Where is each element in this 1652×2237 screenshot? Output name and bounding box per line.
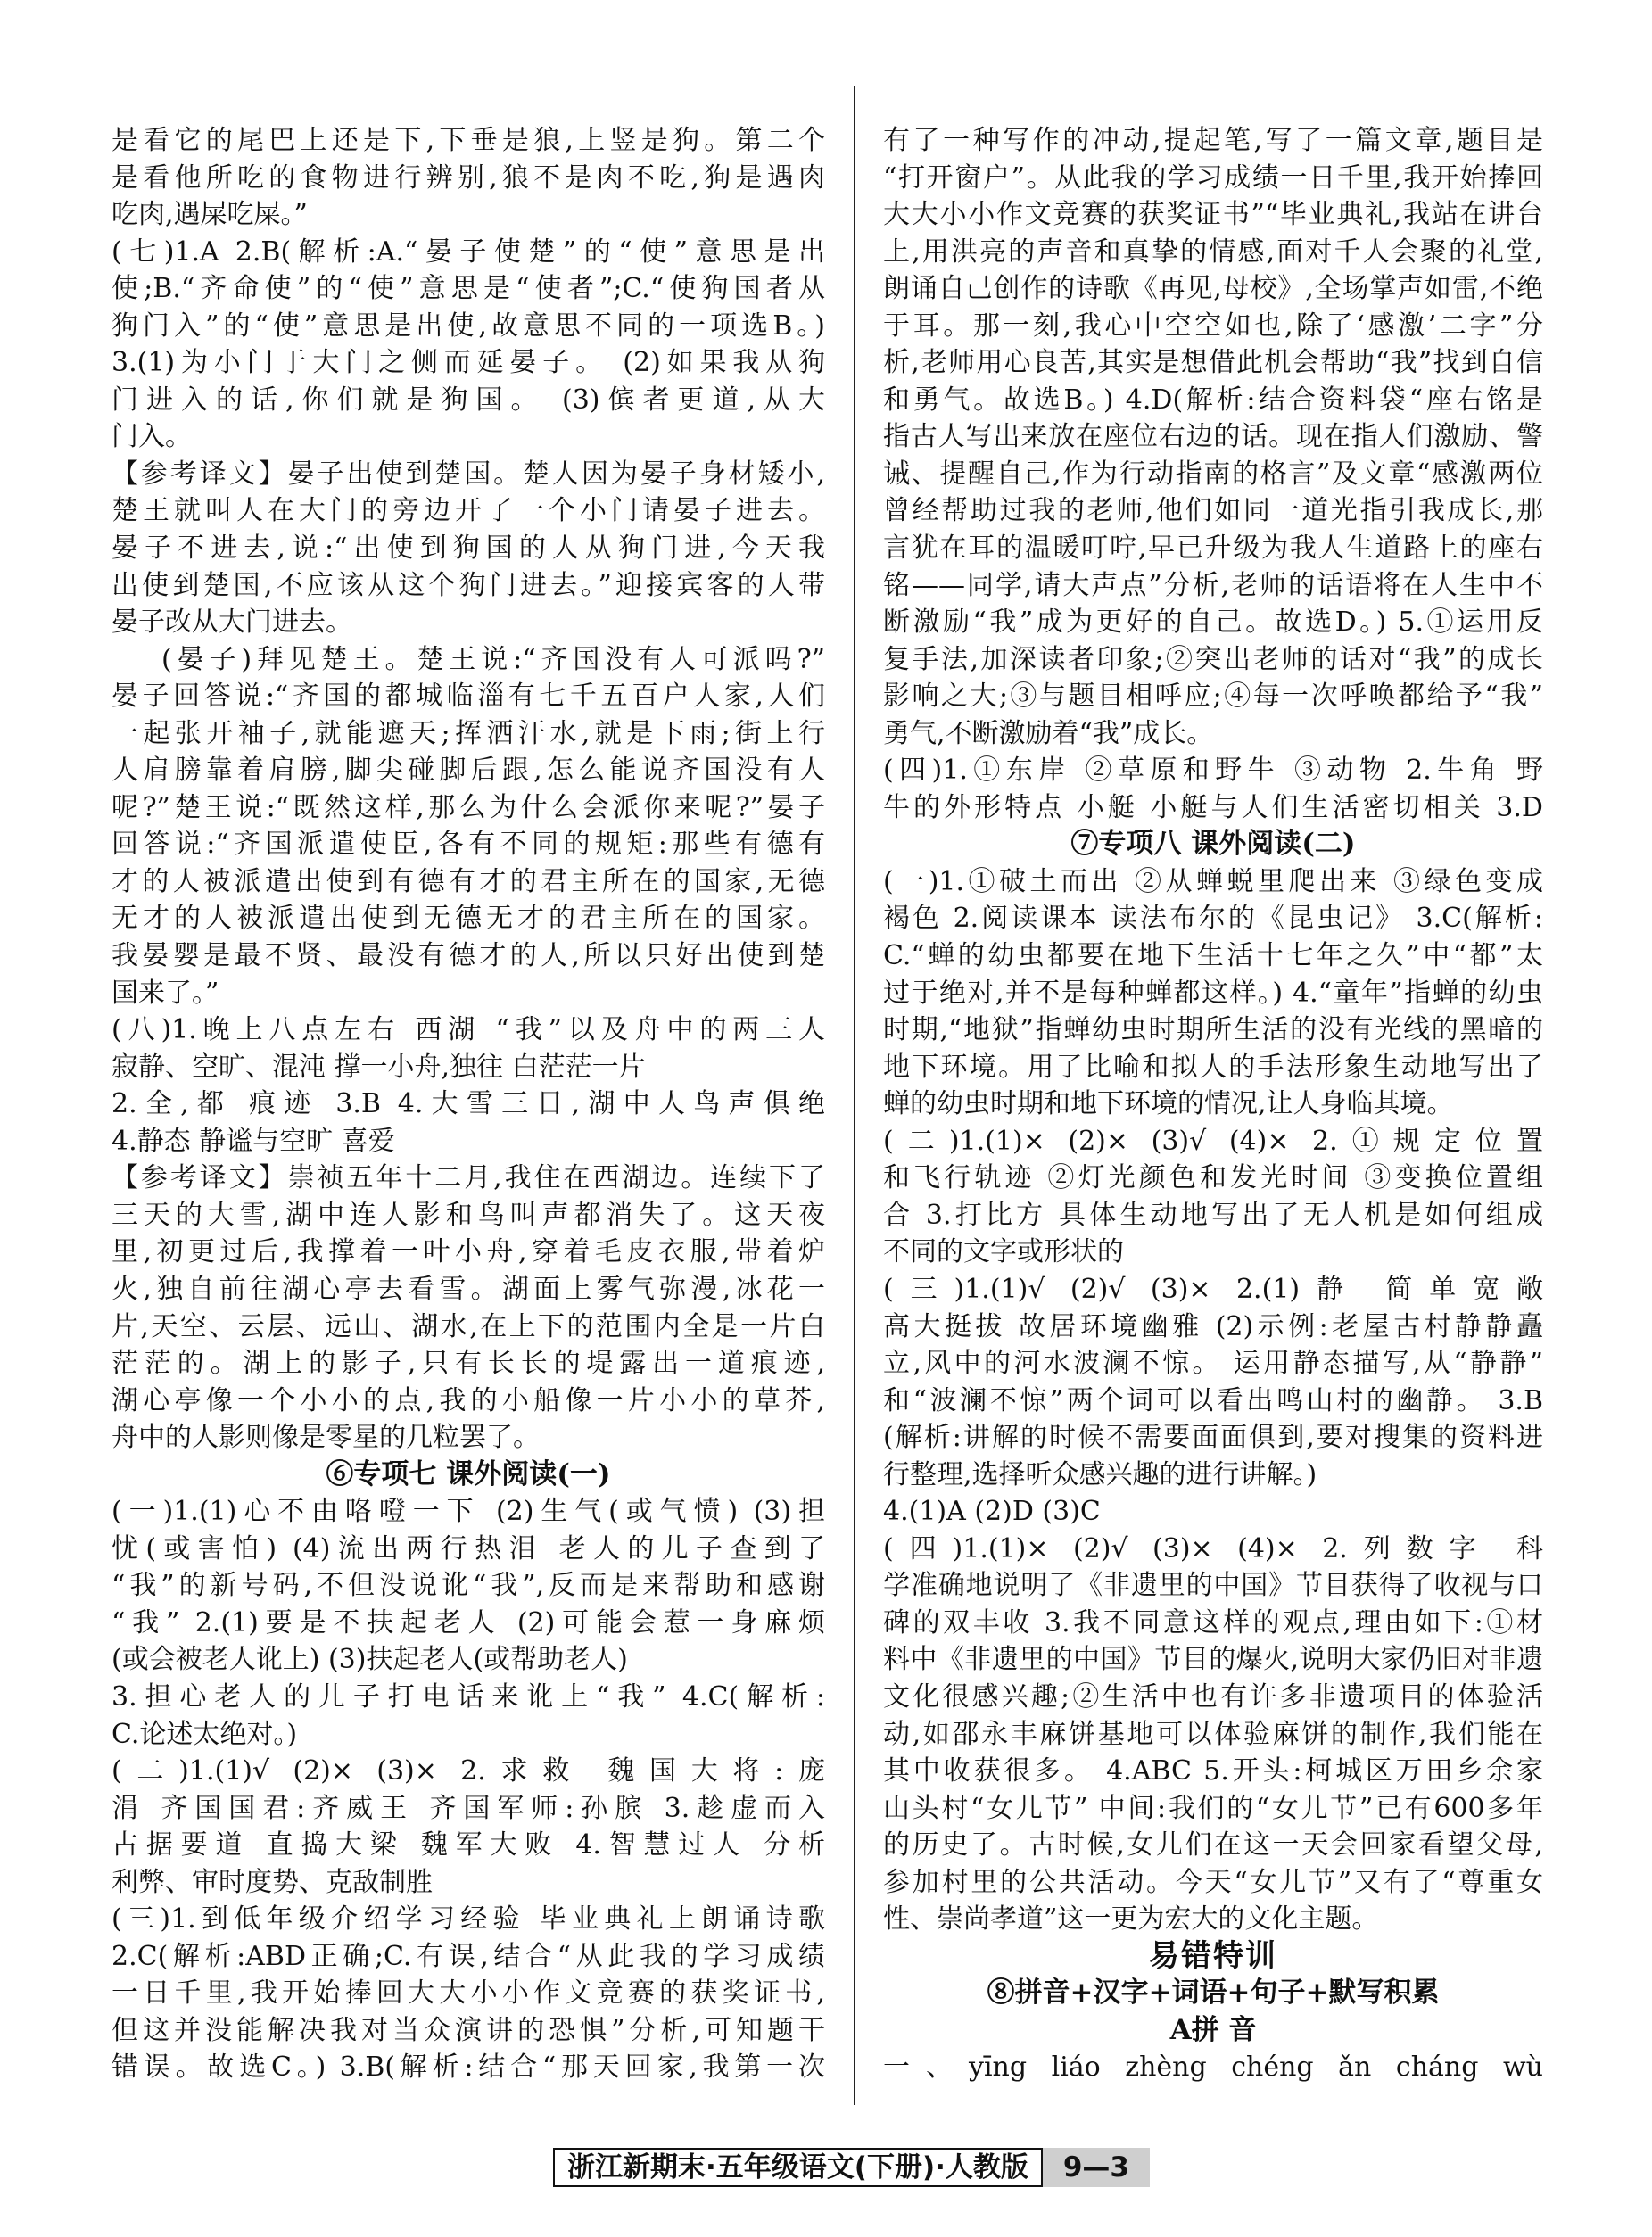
text-line: 楚王就叫人在大门的旁边开了一个小门请晏子进去。 — [112, 495, 825, 527]
text-line: 立,风中的河水波澜不惊。 运用静态描写,从“静静” — [883, 1348, 1543, 1380]
text-line: 三天的大雪,湖中连人影和鸟叫声都消失了。这天夜 — [112, 1199, 825, 1231]
text-line: (四)1.(1)× (2)√ (3)× (4)× 2.列数字 科 — [883, 1532, 1543, 1564]
text-line: (二)1.(1)× (2)× (3)√ (4)× 2.①规定位置 — [883, 1125, 1543, 1157]
text-line: C.论述太绝对。) — [112, 1718, 298, 1750]
text-line: C.“蝉的幼虫都要在地下生活十七年之久”中“都”太 — [883, 940, 1543, 972]
text-line: 【参考译文】晏子出使到楚国。楚人因为晏子身材矮小, — [112, 458, 825, 490]
text-line: 火,独自前往湖心亭去看雪。湖面上雾气弥漫,冰花一 — [112, 1273, 825, 1305]
text-line: 利弊、审时度势、克敌制胜 — [112, 1866, 433, 1898]
text-line: 过于绝对,并不是每种蝉都这样。) 4.“童年”指蝉的幼虫 — [883, 977, 1543, 1009]
text-line: 有了一种写作的冲动,提起笔,写了一篇文章,题目是 — [883, 125, 1543, 156]
text-line: 晏子回答说:“齐国的都城临淄有七千五百户人家,人们 — [112, 681, 825, 713]
text-line: 影响之大;③与题目相呼应;④每一次呼唤都给予“我” — [883, 681, 1543, 713]
section-heading: ⑥专项七 课外阅读(一) — [326, 1457, 611, 1490]
text-line: 无才的人被派遣出使到无德无才的君主所在的国家。 — [112, 903, 825, 935]
text-line: 里,初更过后,我撑着一叶小舟,穿着毛皮衣服,带着炉 — [112, 1236, 825, 1268]
page-number: 9—3 — [1043, 2148, 1150, 2187]
text-line: 茫茫的。湖上的影子,只有长长的堤露出一道痕迹, — [112, 1348, 825, 1380]
text-line: 山头村“女儿节” 中间:我们的“女儿节”已有600多年 — [883, 1792, 1543, 1824]
text-line: 3.(1)为小门于大门之侧而延晏子。 (2)如果我从狗 — [112, 347, 825, 379]
text-line: 门入。 — [112, 421, 192, 453]
text-line: (一)1.①破土而出 ②从蝉蜕里爬出来 ③绿色变成 — [883, 865, 1543, 897]
text-line: 一日千里,我开始捧回大大小小作文竞赛的获奖证书, — [112, 1977, 825, 2010]
section-heading: A拼 音 — [1169, 2013, 1257, 2046]
text-line: (八)1.晚上八点左右 西湖 “我”以及舟中的两三人 — [112, 1014, 825, 1046]
text-line: 大大小小作文竞赛的获奖证书”“毕业典礼,我站在讲台 — [883, 199, 1543, 231]
text-line: 是看它的尾巴上还是下,下垂是狼,上竖是狗。第二个 — [112, 125, 825, 156]
text-line: 褐色 2.阅读课本 读法布尔的《昆虫记》 3.C(解析: — [883, 903, 1543, 935]
text-line: 蝉的幼虫时期和地下环境的情况,让人身临其境。 — [883, 1088, 1454, 1120]
text-line: 文化很感兴趣;②生活中也有许多非遗项目的体验活 — [883, 1680, 1543, 1713]
text-line: (一)1.(1)心不由咯噔一下 (2)生气(或气愤) (3)担 — [112, 1496, 825, 1528]
section-heading: 易错特训 — [1149, 1937, 1277, 1974]
text-line: 晏子改从大门进去。 — [112, 607, 352, 639]
text-line: 湖心亭像一个小小的点,我的小船像一片小小的草芥, — [112, 1384, 825, 1416]
text-line: 学准确地说明了《非遗里的中国》节目获得了收视与口 — [883, 1570, 1543, 1602]
text-line: 高大挺拔 故居环境幽雅 (2)示例:老屋古村静静矗 — [883, 1310, 1543, 1342]
text-line: (解析:讲解的时候不需要面面俱到,要对搜集的资料进 — [883, 1422, 1543, 1454]
text-line: 析,老师用心良苦,其实是想借此机会帮助“我”找到自信 — [883, 347, 1543, 379]
text-line: 门进入的话,你们就是狗国。 (3)傧者更道,从大 — [112, 384, 825, 416]
right-column — [883, 122, 1543, 2086]
text-line: 晏子不进去,说:“出使到狗国的人从狗门进,今天我 — [112, 532, 825, 565]
footer-title: 浙江新期末·五年级语文(下册)·人教版 — [553, 2148, 1043, 2187]
text-line: (三)1.到低年级介绍学习经验 毕业典礼上朗诵诗歌 — [112, 1903, 825, 1936]
text-line: 牛的外形特点 小艇 小艇与人们生活密切相关 3.D — [883, 791, 1543, 823]
text-line: 和勇气。故选B。) 4.D(解析:结合资料袋“座右铭是 — [883, 384, 1543, 416]
text-line: 呢?”楚王说:“既然这样,那么为什么会派你来呢?”晏子 — [112, 791, 825, 823]
text-line: 回答说:“齐国派遣使臣,各有不同的规矩:那些有德有 — [112, 829, 825, 861]
text-line: 言犹在耳的温暖叮咛,早已升级为我人生道路上的座右 — [883, 532, 1543, 565]
text-line: “我”的新号码,不但没说讹“我”,反而是来帮助和感谢 — [112, 1570, 825, 1602]
text-line: 朗诵自己创作的诗歌《再见,母校》,全场掌声如雷,不绝 — [883, 273, 1543, 305]
text-line: (七)1.A 2.B(解析:A.“晏子使楚”的“使”意思是出 — [112, 235, 825, 268]
text-line: 一起张开袖子,就能遮天;挥洒汗水,就是下雨;街上行 — [112, 717, 825, 749]
text-line: 是看他所吃的食物进行辨别,狼不是肉不吃,狗是遇肉 — [112, 161, 825, 194]
text-line: 一、yīng liáo zhèng chéng ǎn cháng wù — [883, 2051, 1543, 2084]
text-line: 和“波澜不惊”两个词可以看出鸣山村的幽静。 3.B — [883, 1384, 1543, 1416]
text-line: 指古人写出来放在座位右边的话。现在指人们激励、警 — [883, 421, 1543, 453]
text-line: (晏子)拜见楚王。楚王说:“齐国没有人可派吗?” — [161, 643, 825, 675]
text-line: 4.(1)A (2)D (3)C — [883, 1496, 1101, 1528]
text-line: 动,如邵永丰麻饼基地可以体验麻饼的制作,我们能在 — [883, 1718, 1543, 1750]
text-line: 碑的双丰收 3.我不同意这样的观点,理由如下:①材 — [883, 1606, 1543, 1639]
text-line: “打开窗户”。从此我的学习成绩一日千里,我开始捧回 — [883, 161, 1543, 194]
text-line: 断激励“我”成为更好的自己。故选D。) 5.①运用反 — [883, 607, 1543, 639]
text-line: 上,用洪亮的声音和真挚的情感,面对千人会聚的礼堂, — [883, 235, 1543, 268]
text-line: 诫、提醒自己,作为行动指南的格言”及文章“感激两位 — [883, 458, 1543, 490]
text-line: 不同的文字或形状的 — [883, 1236, 1124, 1268]
text-line: 于耳。那一刻,我心中空空如也,除了‘感激’二字”分 — [883, 310, 1543, 342]
text-line: 2.C(解析:ABD正确;C.有误,结合“从此我的学习成绩 — [112, 1940, 825, 1972]
text-line: 使;B.“齐命使”的“使”意思是“使者”;C.“使狗国者从 — [112, 273, 825, 305]
text-line: (或会被老人讹上) (3)扶起老人(或帮助老人) — [112, 1644, 628, 1676]
column-divider — [854, 86, 855, 2105]
text-line: 出使到楚国,不应该从这个狗门进去。”迎接宾客的人带 — [112, 569, 825, 601]
text-line: 时期,“地狱”指蝉幼虫时期所生活的没有光线的黑暗的 — [883, 1014, 1543, 1046]
text-line: 国来了。” — [112, 977, 219, 1009]
text-line: 舟中的人影则像是零星的几粒罢了。 — [112, 1422, 540, 1454]
text-line: 我晏婴是最不贤、最没有德才的人,所以只好出使到楚 — [112, 940, 825, 972]
text-line: (四)1.①东岸 ②草原和野牛 ③动物 2.牛角 野 — [883, 755, 1543, 787]
text-line: 曾经帮助过我的老师,他们如同一道光指引我成长,那 — [883, 495, 1543, 527]
text-line: 料中《非遗里的中国》节目的爆火,说明大家仍旧对非遗 — [883, 1644, 1543, 1676]
text-line: 复手法,加深读者印象;②突出老师的话对“我”的成长 — [883, 643, 1543, 675]
left-column — [112, 122, 825, 2086]
text-line: 其中收获很多。 4.ABC 5.开头:柯城区万田乡余家 — [883, 1755, 1543, 1787]
text-line: 【参考译文】崇祯五年十二月,我住在西湖边。连续下了 — [112, 1162, 825, 1194]
text-line: 占据要道 直捣大梁 魏军大败 4.智慧过人 分析 — [112, 1829, 825, 1861]
text-line: 吃肉,遇屎吃屎。” — [112, 199, 308, 231]
text-line: 寂静、空旷、混沌 撑一小舟,独往 白茫茫一片 — [112, 1051, 646, 1083]
text-line: 才的人被派遣出使到有德有才的君主所在的国家,无德 — [112, 865, 825, 897]
text-line: 人肩膀靠着肩膀,脚尖碰脚后跟,怎么能说齐国没有人 — [112, 755, 825, 787]
page-footer — [553, 2148, 1150, 2187]
section-heading: ⑧拼音+汉字+词语+句子+默写积累 — [987, 1977, 1440, 2010]
text-line: 涓 齐国国君:齐威王 齐国军师:孙膑 3.趁虚而入 — [112, 1792, 825, 1824]
text-line: 的历史了。古时候,女儿们在这一天会回家看望父母, — [883, 1829, 1543, 1861]
text-line: “我” 2.(1)要是不扶起老人 (2)可能会惹一身麻烦 — [112, 1606, 825, 1639]
text-line: 地下环境。用了比喻和拟人的手法形象生动地写出了 — [883, 1051, 1543, 1083]
text-line: 行整理,选择听众感兴趣的进行讲解。) — [883, 1458, 1317, 1490]
text-line: 勇气,不断激励着“我”成长。 — [883, 717, 1214, 749]
text-line: 合 3.打比方 具体生动地写出了无人机是如何组成 — [883, 1199, 1543, 1231]
text-line: 错误。故选C。) 3.B(解析:结合“那天回家,我第一次 — [112, 2051, 825, 2084]
text-line: (三)1.(1)√ (2)√ (3)× 2.(1)静 简单宽敞 — [883, 1273, 1543, 1305]
text-line: 2.全,都 痕迹 3.B 4.大雪三日,湖中人鸟声俱绝 — [112, 1088, 825, 1120]
text-line: 和飞行轨迹 ②灯光颜色和发光时间 ③变换位置组 — [883, 1162, 1543, 1194]
text-line: 4.静态 静谧与空旷 喜爱 — [112, 1125, 395, 1157]
text-line: (二)1.(1)√ (2)× (3)× 2.求救 魏国大将:庞 — [112, 1755, 825, 1787]
text-line: 忧(或害怕) (4)流出两行热泪 老人的儿子查到了 — [112, 1532, 825, 1564]
text-line: 性、崇尚孝道”这一更为宏大的文化主题。 — [883, 1903, 1379, 1936]
section-heading: ⑦专项八 课外阅读(二) — [1070, 828, 1356, 861]
text-line: 片,天空、云层、远山、湖水,在上下的范围内全是一片白 — [112, 1310, 825, 1342]
text-line: 狗门入”的“使”意思是出使,故意思不同的一项选B。) — [112, 310, 825, 342]
text-line: 3.担心老人的儿子打电话来讹上“我” 4.C(解析: — [112, 1680, 825, 1713]
text-line: 但这并没能解决我对当众演讲的恐惧”分析,可知题干 — [112, 2014, 825, 2046]
text-line: 铭——同学,请大声点”分析,老师的话语将在人生中不 — [883, 569, 1543, 601]
text-line: 参加村里的公共活动。今天“女儿节”又有了“尊重女 — [883, 1866, 1543, 1898]
